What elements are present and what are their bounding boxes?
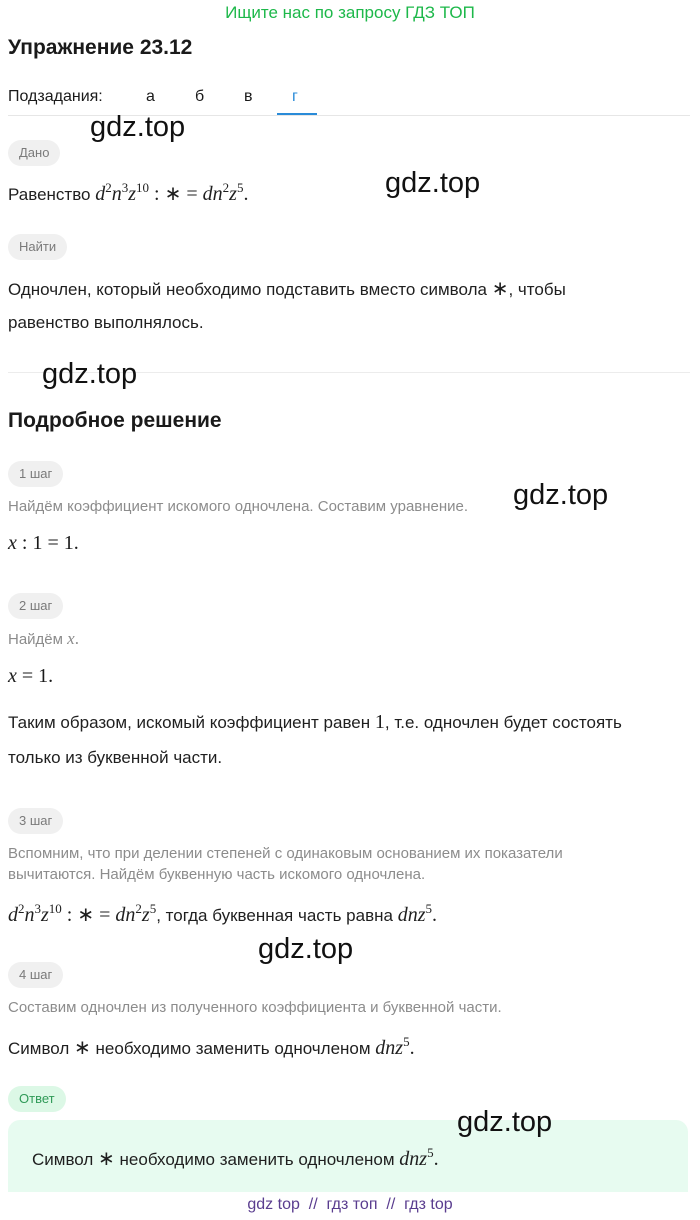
subtasks-label: Подзадания: <box>8 88 103 105</box>
step-2-text <box>8 629 79 649</box>
answer-text-a: Символ <box>32 1150 94 1169</box>
given-prefix: Равенство <box>8 185 91 204</box>
find-text: Одночлен, который необходимо подставить вместо символа <box>8 280 487 299</box>
subtask-tab-a[interactable]: а <box>146 88 155 105</box>
step-2-tag: 2 шаг <box>8 593 63 619</box>
step-2-text-label: Найдём <box>8 631 63 648</box>
step-4-tag: 4 шаг <box>8 962 63 988</box>
step-4-result <box>8 1034 415 1060</box>
step-3-text-line-2: вычитаются. Найдём буквенную часть искомого одночлена. <box>8 866 426 883</box>
asterisk-symbol: ∗ <box>491 278 509 300</box>
answer-tag: Ответ <box>8 1086 66 1112</box>
given-tag: Дано <box>8 140 60 166</box>
watermark: gdz.top <box>385 167 481 199</box>
asterisk-symbol: ∗ <box>74 1037 91 1059</box>
step-2-result-b: , т.е. одночлен будет состоять <box>384 713 622 732</box>
monomial: dnz$^5$. <box>375 1034 415 1059</box>
find-line-2: равенство выполнялось. <box>8 313 204 332</box>
find-line-1 <box>8 276 566 301</box>
search-banner[interactable]: Ищите нас по запросу ГДЗ ТОП <box>225 3 475 22</box>
letter-part: dnz$^5$. <box>397 901 437 926</box>
subtask-tab-v[interactable]: в <box>244 88 253 105</box>
step-2-equation: x = 1. <box>8 665 54 687</box>
step-3-result-text: , тогда буквенная часть равна <box>156 906 393 925</box>
step-2-result-a: Таким образом, искомый коэффициент равен <box>8 713 371 732</box>
step-2-result-line-1 <box>8 711 622 734</box>
exercise-title: Упражнение 23.12 <box>8 36 193 59</box>
asterisk-symbol: ∗ <box>98 1148 115 1170</box>
step-4-result-a: Символ <box>8 1039 70 1058</box>
step-2-var: x. <box>67 629 79 648</box>
step-1-text: Найдём коэффициент искомого одночлена. Составим уравнение. <box>8 498 469 515</box>
watermark: gdz.top <box>258 933 354 965</box>
given-statement <box>8 180 248 206</box>
step-3-text-line-1: Вспомним, что при делении степеней с одинаковым основанием их показатели <box>8 845 563 862</box>
step-4-result-b: необходимо заменить одночленом <box>95 1039 371 1058</box>
step-3-tag: 3 шаг <box>8 808 63 834</box>
subtask-tab-b[interactable]: б <box>195 88 205 105</box>
step-1-equation: x : 1 = 1. <box>8 532 79 554</box>
step-1-tag: 1 шаг <box>8 461 63 487</box>
watermark: gdz.top <box>457 1106 553 1138</box>
subtask-tab-g[interactable]: г <box>292 88 298 105</box>
watermark: gdz.top <box>513 479 609 511</box>
coefficient-value: 1 <box>374 711 385 733</box>
answer-text-b: необходимо заменить одночленом <box>119 1150 395 1169</box>
footer-links[interactable]: gdz top // гдз топ // гдз top <box>247 1196 453 1213</box>
watermark: gdz.top <box>42 358 138 390</box>
watermark: gdz.top <box>90 111 186 143</box>
given-equation: $d^2n^3z^{10}$ : ∗ = $dn^2z^5$. <box>95 180 249 205</box>
step-3-equation: $d^2n^3z^{10}$ : ∗ = $dn^2z^5$ <box>8 901 157 926</box>
step-2-result-line-2: только из буквенной части. <box>8 748 223 767</box>
step-4-text: Составим одночлен из полученного коэффициента и буквенной части. <box>8 999 502 1016</box>
answer-text <box>32 1145 439 1171</box>
find-tag: Найти <box>8 234 67 260</box>
answer-monomial: dnz$^5$. <box>399 1145 439 1170</box>
find-text-end: , чтобы <box>508 280 566 299</box>
solution-title: Подробное решение <box>8 409 222 432</box>
step-3-result <box>8 901 437 927</box>
